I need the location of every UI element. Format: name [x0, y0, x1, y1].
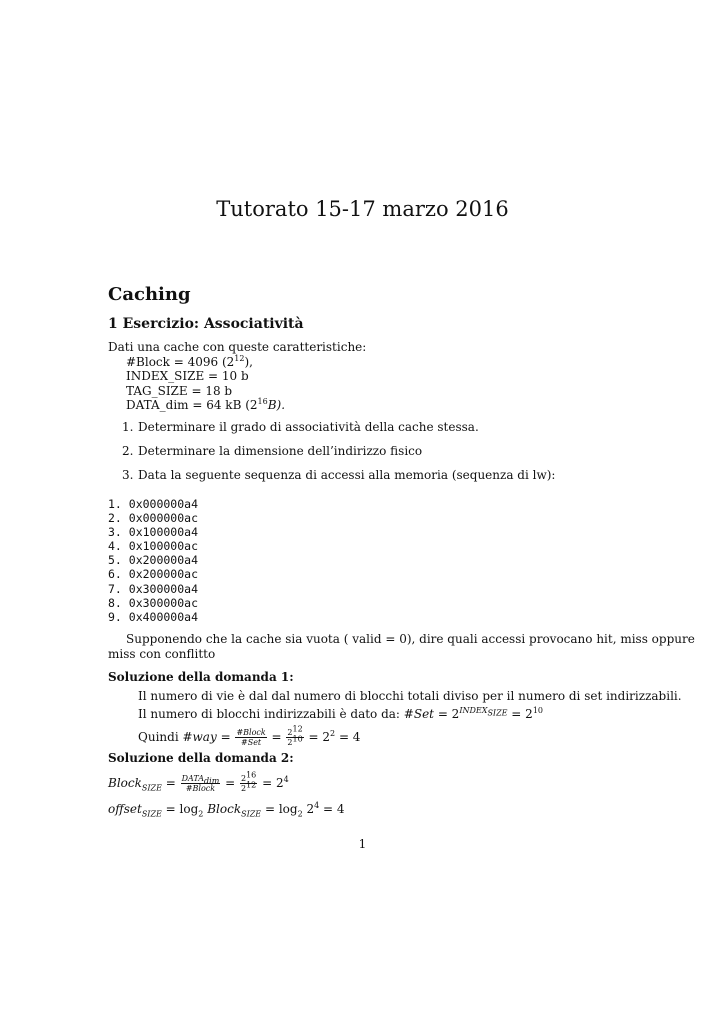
subsection-heading: 1 Esercizio: Associatività	[108, 316, 304, 332]
page-number: 1	[358, 837, 367, 851]
char-tag-size: TAG_SIZE = 18 b	[126, 383, 233, 398]
intro-paragraph	[108, 340, 366, 413]
suppose-line-1: Supponendo che la cache sia vuota ( valid = 0), dire quali accessi provocano hit, miss oppure	[126, 632, 695, 646]
solution-1-line-3: Quindi #way = $\frac{\text{\#Block}}{\text{\#Set}}$ = $\frac{2^{12}}{2^{10}}$ = $2^2 = 4$	[138, 724, 361, 747]
char-data-dim: DATA_dim = 64 kB $(2^{16}B)$.	[126, 397, 286, 412]
char-index-size: INDEX_SIZE = 10 b	[126, 369, 249, 383]
formula-set: #Set = $2^{INDEX_{SIZE}} = 2^{10}$	[403, 706, 543, 721]
solution-1-line-1: Il numero di vie è dal dal numero di blocchi totali diviso per il numero di set indirizzabili.	[138, 689, 682, 703]
suppose-line-2: miss con conflitto	[108, 647, 216, 661]
address-item: 3. 0x100000a4	[108, 525, 199, 540]
address-list	[108, 497, 198, 624]
char-block: #Block = 4096 $(2^{12})$,	[126, 353, 253, 369]
intro-text: Dati una cache con queste caratteristiche:	[108, 340, 367, 354]
address-item: 6. 0x200000ac	[108, 567, 199, 582]
question-1: 1. Determinare il grado di associatività della cache stessa.	[122, 420, 479, 434]
document-title: Tutorato 15-17 marzo 2016	[216, 197, 509, 221]
question-2: 2. Determinare la dimensione dell’indirizzo fisico	[122, 444, 423, 458]
address-item: 7. 0x300000a4	[108, 581, 199, 596]
address-item: 9. 0x400000a4	[108, 609, 199, 624]
address-item: 4. 0x100000ac	[108, 539, 199, 554]
solution-1-line-2: Il numero di blocchi indirizzabili è dato da: #Set = $2^{INDEX_{SIZE}} = 2^{10}$	[138, 706, 543, 721]
formula-block-size: Block$_{SIZE}$ = $\frac{DATA_{dim}}{\text{\#Block}}$ = $\frac{2^{16}}{2^{12}}$ = $2^4$	[108, 770, 289, 793]
solution-2-heading: Soluzione della domanda 2:	[108, 751, 294, 765]
solution-1-heading: Soluzione della domanda 1:	[108, 670, 294, 684]
question-3: 3. Data la seguente sequenza di accessi alla memoria (sequenza di lw):	[122, 468, 556, 482]
address-item: 1. 0x000000a4	[108, 497, 199, 511]
formula-offset-size: offset$_{SIZE}$ = $\log_2$ Block$_{SIZE}$ = $\log_2 2^4 = 4$	[108, 801, 345, 819]
formula-way: #way = $\frac{\text{\#Block}}{\text{\#Set}}$ = $\frac{2^{12}}{2^{10}}$ = $2^2 = 4$	[182, 724, 361, 747]
address-item: 2. 0x000000ac	[108, 511, 199, 526]
address-item: 5. 0x200000a4	[108, 553, 199, 568]
section-heading: Caching	[108, 284, 191, 305]
address-item: 8. 0x300000ac	[108, 595, 199, 610]
